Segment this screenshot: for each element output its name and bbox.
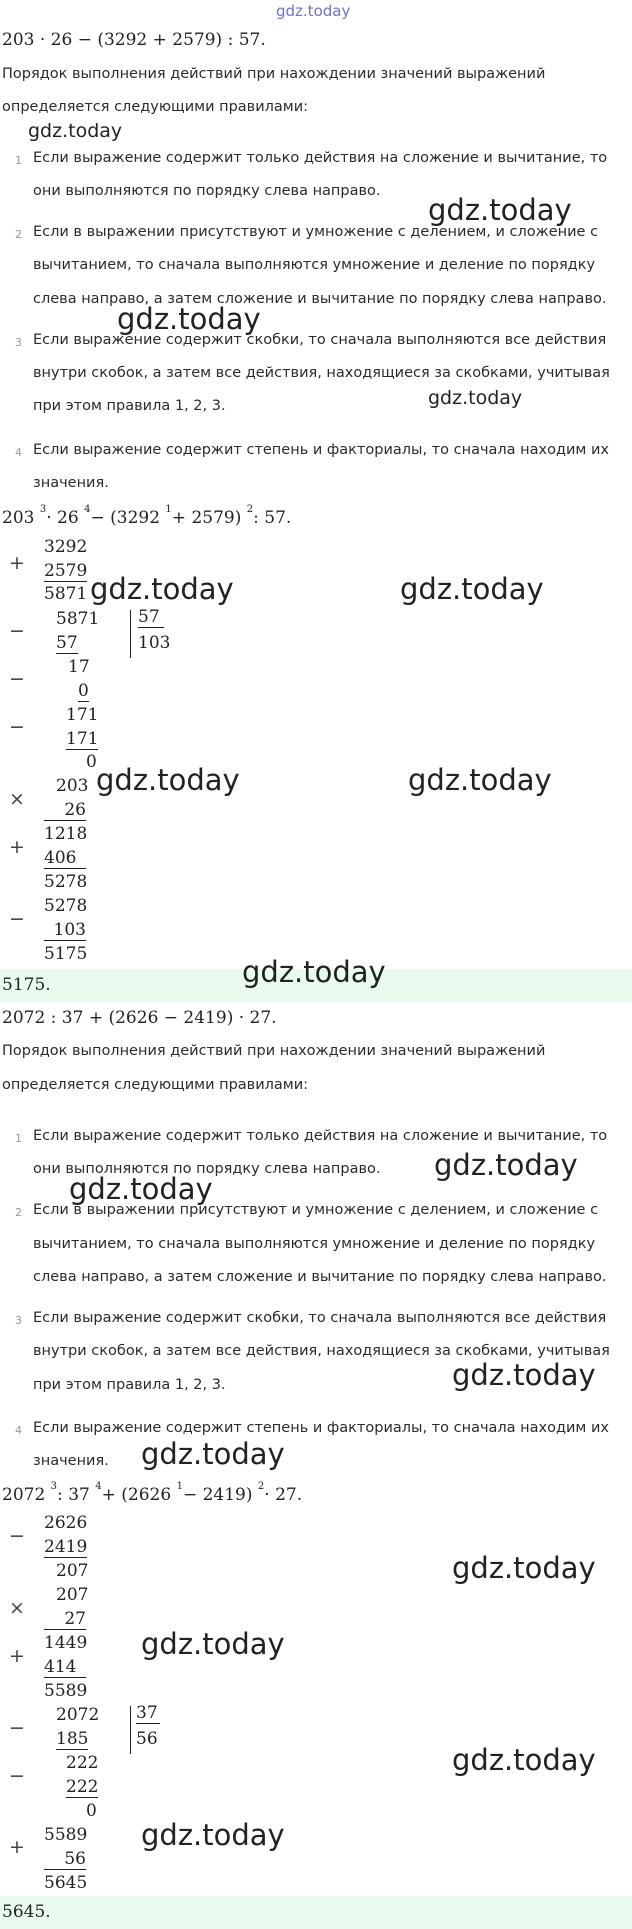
problem2-expression: 2072 : 37 + (2626 − 2419) · 27. xyxy=(2,1008,277,1028)
rule-text: вычитанием, то сначала выполняются умножение и деление по порядку xyxy=(33,257,596,273)
rule-text: при этом правила 1, 2, 3. xyxy=(33,1377,226,1393)
rule-text: Если в выражении присутствуют и умножение с делением, и сложение с xyxy=(33,1202,599,1218)
rule-text: они выполняются по порядку слева направо. xyxy=(33,183,381,199)
rule-number: 2 xyxy=(15,1206,22,1219)
rule-text: Если выражение содержит степень и факториалы, то сначала находим их xyxy=(33,442,609,458)
rule-number: 3 xyxy=(15,336,22,349)
watermark: gdz.today xyxy=(408,763,552,797)
rule-text: значения. xyxy=(33,1453,109,1469)
rule-number: 1 xyxy=(15,1132,22,1145)
rule-text: слева направо, а затем сложение и вычитание по порядку слева направо. xyxy=(33,1269,607,1285)
problem1-intro-line1: Порядок выполнения действий при нахождении значений выражений xyxy=(2,66,546,82)
rule-text: при этом правила 1, 2, 3. xyxy=(33,398,226,414)
rule-text: Если выражение содержит скобки, то сначала выполняются все действия xyxy=(33,1310,607,1326)
rule-text: Если выражение содержит только действия на сложение и вычитание, то xyxy=(33,1128,608,1144)
watermark: gdz.today xyxy=(434,1148,578,1182)
rule-number: 4 xyxy=(15,446,22,459)
watermark: gdz.today xyxy=(141,1627,285,1661)
problem1-answer: 5175. xyxy=(2,975,51,995)
watermark: gdz.today xyxy=(428,387,523,409)
rule-text: внутри скобок, а затем все действия, находящиеся за скобками, учитывая xyxy=(33,1343,610,1359)
rule-number: 2 xyxy=(15,228,22,241)
problem1-order-line: 203 $^3$· 26 $^4$− (3292 $^1$+ 2579) $^2$: 57. xyxy=(2,504,292,528)
watermark: gdz.today xyxy=(428,193,572,227)
problem1-expression: 203 · 26 − (3292 + 2579) : 57. xyxy=(2,30,266,50)
problem2-order-line: 2072 $^3$: 37 $^4$+ (2626 $^1$− 2419) $^2$· 27. xyxy=(2,1481,303,1505)
problem1-intro-line2: определяется следующими правилами: xyxy=(2,99,309,115)
watermark: gdz.today xyxy=(400,572,544,606)
watermark: gdz.today xyxy=(141,1437,285,1471)
watermark: gdz.today xyxy=(242,955,386,989)
watermark: gdz.today xyxy=(117,302,261,336)
rule-number: 1 xyxy=(15,154,22,167)
rule-text: Если в выражении присутствуют и умножение с делением, и сложение с xyxy=(33,224,599,240)
rule-text: Если выражение содержит только действия на сложение и вычитание, то xyxy=(33,150,608,166)
watermark-top[interactable]: gdz.today xyxy=(276,2,351,20)
rule-number: 4 xyxy=(15,1424,22,1437)
watermark: gdz.today xyxy=(452,1358,596,1392)
watermark: gdz.today xyxy=(452,1551,596,1585)
rule-text: внутри скобок, а затем все действия, находящиеся за скобками, учитывая xyxy=(33,365,610,381)
rule-text: они выполняются по порядку слева направо. xyxy=(33,1161,381,1177)
rule-text: вычитанием, то сначала выполняются умножение и деление по порядку xyxy=(33,1236,596,1252)
watermark: gdz.today xyxy=(69,1172,213,1206)
problem2-answer: 5645. xyxy=(2,1902,51,1922)
problem2-answer-bar xyxy=(0,1896,632,1929)
problem2-intro-line2: определяется следующими правилами: xyxy=(2,1077,309,1093)
watermark: gdz.today xyxy=(28,120,123,142)
watermark: gdz.today xyxy=(452,1743,596,1777)
watermark: gdz.today xyxy=(141,1818,285,1852)
watermark: gdz.today xyxy=(96,763,240,797)
rule-number: 3 xyxy=(15,1314,22,1327)
watermark: gdz.today xyxy=(90,572,234,606)
rule-text: слева направо, а затем сложение и вычитание по порядку слева направо. xyxy=(33,291,607,307)
rule-text: Если выражение содержит скобки, то сначала выполняются все действия xyxy=(33,332,607,348)
rule-text: Если выражение содержит степень и факториалы, то сначала находим их xyxy=(33,1420,609,1436)
problem2-intro-line1: Порядок выполнения действий при нахождении значений выражений xyxy=(2,1043,546,1059)
rule-text: значения. xyxy=(33,475,109,491)
